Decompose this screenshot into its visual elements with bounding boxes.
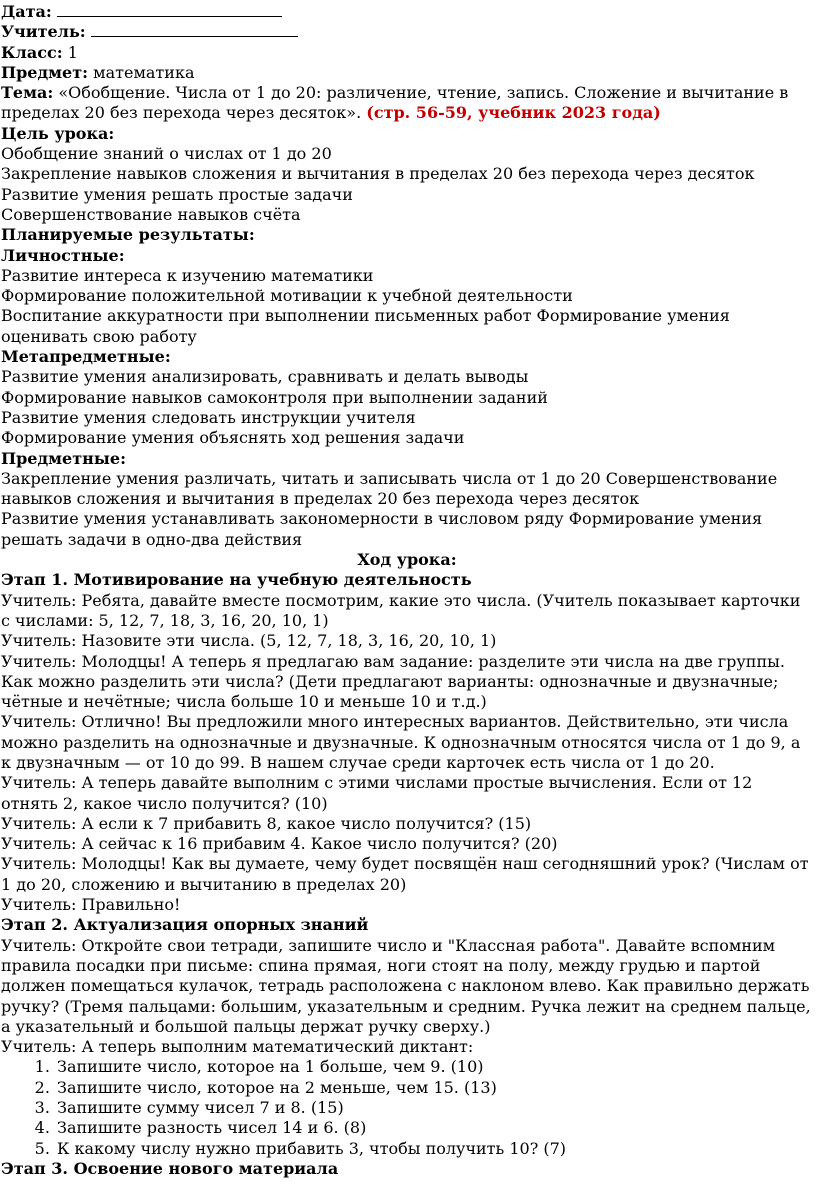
results-heading: Планируемые результаты: bbox=[1, 225, 255, 245]
goals-heading: Цель урока: bbox=[1, 123, 115, 143]
stage2-heading: Этап 2. Актуализация опорных знаний bbox=[1, 915, 369, 935]
teacher-label: Учитель: bbox=[1, 22, 86, 42]
stage1-heading: Этап 1. Мотивирование на учебную деятельность bbox=[1, 570, 472, 590]
meta-item: Развитие умения следовать инструкции учителя bbox=[1, 407, 416, 427]
subject-line bbox=[1, 63, 813, 83]
meta-item: Формирование умения объяснять ход решения задачи bbox=[1, 428, 465, 448]
meta-item: Формирование навыков самоконтроля при выполнении заданий bbox=[1, 387, 548, 407]
subject-value: математика bbox=[93, 62, 195, 82]
goal-item: Совершенствование навыков счёта bbox=[1, 204, 301, 224]
topic-reference: (стр. 56-59, учебник 2023 года) bbox=[366, 103, 661, 123]
subject-label: Предмет: bbox=[1, 62, 89, 82]
personal-item: Формирование положительной мотивации к учебной деятельности bbox=[1, 286, 573, 306]
class-value: 1 bbox=[67, 42, 78, 62]
subject-results-heading: Предметные: bbox=[1, 448, 126, 468]
dictation-item: 5. К какому числу нужно прибавить 3, чтобы получить 10? (7) bbox=[55, 1139, 813, 1159]
goal-item: Развитие умения решать простые задачи bbox=[1, 184, 353, 204]
topic-value: «Обобщение. Числа от 1 до 20: различение, чтение, запись. Сложение и вычитание в пределах 20 без перехода через десяток». bbox=[1, 83, 789, 123]
subject-result-item: Закрепление умения различать, читать и записывать числа от 1 до 20 Совершенствование навыков сложения и вычитания в пределах 20 без перехода через десяток bbox=[1, 468, 778, 509]
meta-heading: Метапредметные: bbox=[1, 347, 171, 367]
topic-line bbox=[1, 83, 813, 124]
dictation-item: 4. Запишите разность чисел 14 и 6. (8) bbox=[55, 1118, 813, 1138]
stage1-paragraph: Учитель: Назовите эти числа. (5, 12, 7, 18, 3, 16, 20, 10, 1) bbox=[1, 631, 497, 651]
stage1-paragraph: Учитель: Молодцы! А теперь я предлагаю вам задание: разделите эти числа на две группы. Как можно разделить эти числа? (Дети предлагают варианты: однозначные и двузначные; чётные и нечётные; числа больше 10 и меньше 10 и т.д.) bbox=[1, 651, 785, 712]
lesson-heading: Ход урока: bbox=[357, 550, 457, 570]
goal-item: Обобщение знаний о числах от 1 до 20 bbox=[1, 144, 332, 164]
personal-heading: Личностные: bbox=[1, 245, 125, 265]
class-label: Класс: bbox=[1, 42, 63, 62]
stage1-paragraph: Учитель: Правильно! bbox=[1, 895, 181, 915]
goal-item: Закрепление навыков сложения и вычитания в пределах 20 без перехода через десяток bbox=[1, 164, 755, 184]
stage2-paragraph: Учитель: Откройте свои тетради, запишите число и "Классная работа". Давайте вспомним правила посадки при письме: спина прямая, ноги стоят на полу, между грудью и партой должен помещаться кулачок, тетрадь расположена с наклоном влево. Как правильно держать ручку? (Тремя пальцами: большим, указательным и средним. Ручка лежит на среднем пальце, а указательный и большой пальцы держат ручку сверху.) bbox=[1, 935, 811, 1036]
personal-item: Развитие интереса к изучению математики bbox=[1, 265, 374, 285]
class-line bbox=[1, 43, 813, 63]
meta-item: Развитие умения анализировать, сравнивать и делать выводы bbox=[1, 367, 529, 387]
dictation-item: 2. Запишите число, которое на 2 меньше, чем 15. (13) bbox=[55, 1078, 813, 1098]
stage3-heading: Этап 3. Освоение нового материала bbox=[1, 1158, 339, 1178]
stage1-paragraph: Учитель: Отлично! Вы предложили много интересных вариантов. Действительно, эти числа можно разделить на однозначные и двузначные. К однозначным относятся числа от 1 до 9, а к двузначным — от 10 до 99. В нашем случае среди карточек есть числа от 1 до 20. bbox=[1, 712, 801, 772]
personal-item: Воспитание аккуратности при выполнении письменных работ Формирование умения оценивать свою работу bbox=[1, 306, 730, 346]
date-line bbox=[1, 2, 813, 22]
teacher-blank bbox=[91, 23, 298, 37]
dictation-list bbox=[1, 1057, 813, 1158]
date-blank bbox=[57, 3, 282, 17]
dictation-item: 3. Запишите сумму чисел 7 и 8. (15) bbox=[55, 1098, 813, 1118]
topic-label: Тема: bbox=[1, 83, 54, 103]
stage1-paragraph: Учитель: Ребята, давайте вместе посмотрим, какие это числа. (Учитель показывает карточки с числами: 5, 12, 7, 18, 3, 16, 20, 10, 1) bbox=[1, 590, 801, 630]
subject-result-item: Развитие умения устанавливать закономерности в числовом ряду Формирование умения решать задачи в одно-два действия bbox=[1, 509, 763, 549]
date-label: Дата: bbox=[1, 2, 52, 21]
stage1-paragraph: Учитель: А теперь давайте выполним с этими числами простые вычисления. Если от 12 отнять 2, какое число получится? (10) bbox=[1, 773, 753, 813]
stage1-paragraph: Учитель: А если к 7 прибавить 8, какое число получится? (15) bbox=[1, 813, 532, 833]
teacher-line bbox=[1, 22, 813, 42]
stage2-paragraph: Учитель: А теперь выполним математический диктант: bbox=[1, 1037, 474, 1057]
stage1-paragraph: Учитель: А сейчас к 16 прибавим 4. Какое число получится? (20) bbox=[1, 834, 558, 854]
stage1-paragraph: Учитель: Молодцы! Как вы думаете, чему будет посвящён наш сегодняшний урок? (Числам от 1 до 20, сложению и вычитанию в пределах 20) bbox=[1, 854, 809, 894]
dictation-item: 1. Запишите число, которое на 1 больше, чем 9. (10) bbox=[55, 1057, 813, 1077]
